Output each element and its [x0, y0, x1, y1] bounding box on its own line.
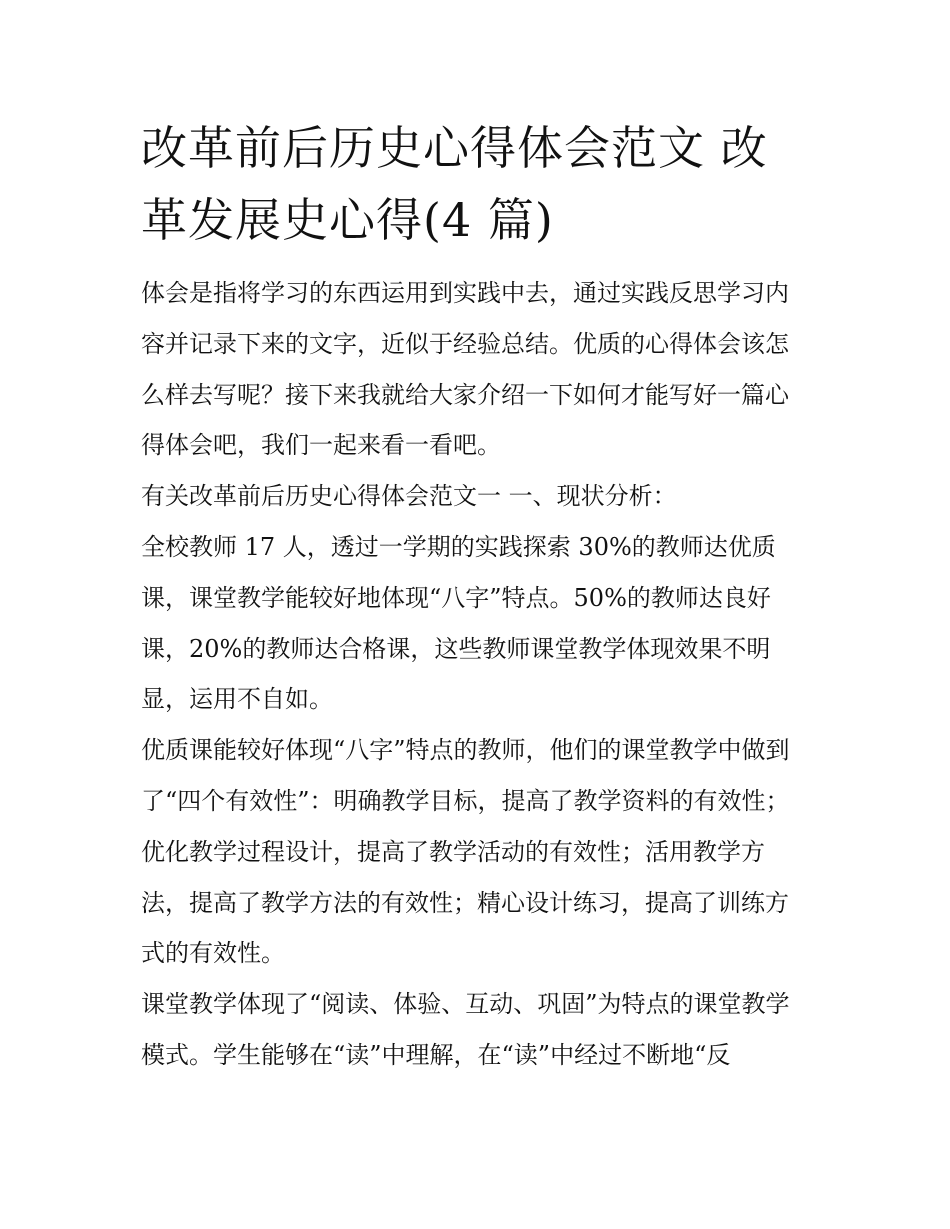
document-body — [141, 112, 811, 1081]
paragraph-intro: 体会是指将学习的东西运用到实践中去，通过实践反思学习内容并记录下来的文字，近似于经验总结。优质的心得体会该怎么样去写呢？接下来我就给大家介绍一下如何才能写好一篇心得体会吧，我们一起来看一看吧。 — [141, 279, 789, 460]
paragraph-effectiveness: 优质课能较好体现“八字”特点的教师，他们的课堂教学中做到了“四个有效性”：明确教学目标，提高了教学资料的有效性；优化教学过程设计，提高了教学活动的有效性；活用教学方法，提高了教学方法的有效性；精心设计练习，提高了训练方式的有效性。 — [141, 736, 790, 968]
paragraph-status: 全校教师 17 人，透过一学期的实践探索 30%的教师达优质课，课堂教学能较好地体现“八字”特点。50%的教师达良好课，20%的教师达合格课，这些教师课堂教学体现效果不明显，运用不自如。 — [141, 532, 776, 714]
document-title: 改革前后历史心得体会范文 改革发展史心得(4 篇) — [141, 121, 768, 247]
paragraph-section-heading: 有关改革前后历史心得体会范文一 一、现状分析： — [141, 482, 677, 511]
paragraph-teaching-mode: 课堂教学体现了“阅读、体验、互动、巩固”为特点的课堂教学模式。学生能够在“读”中理解，在“读”中经过不断地“反 — [141, 990, 790, 1069]
